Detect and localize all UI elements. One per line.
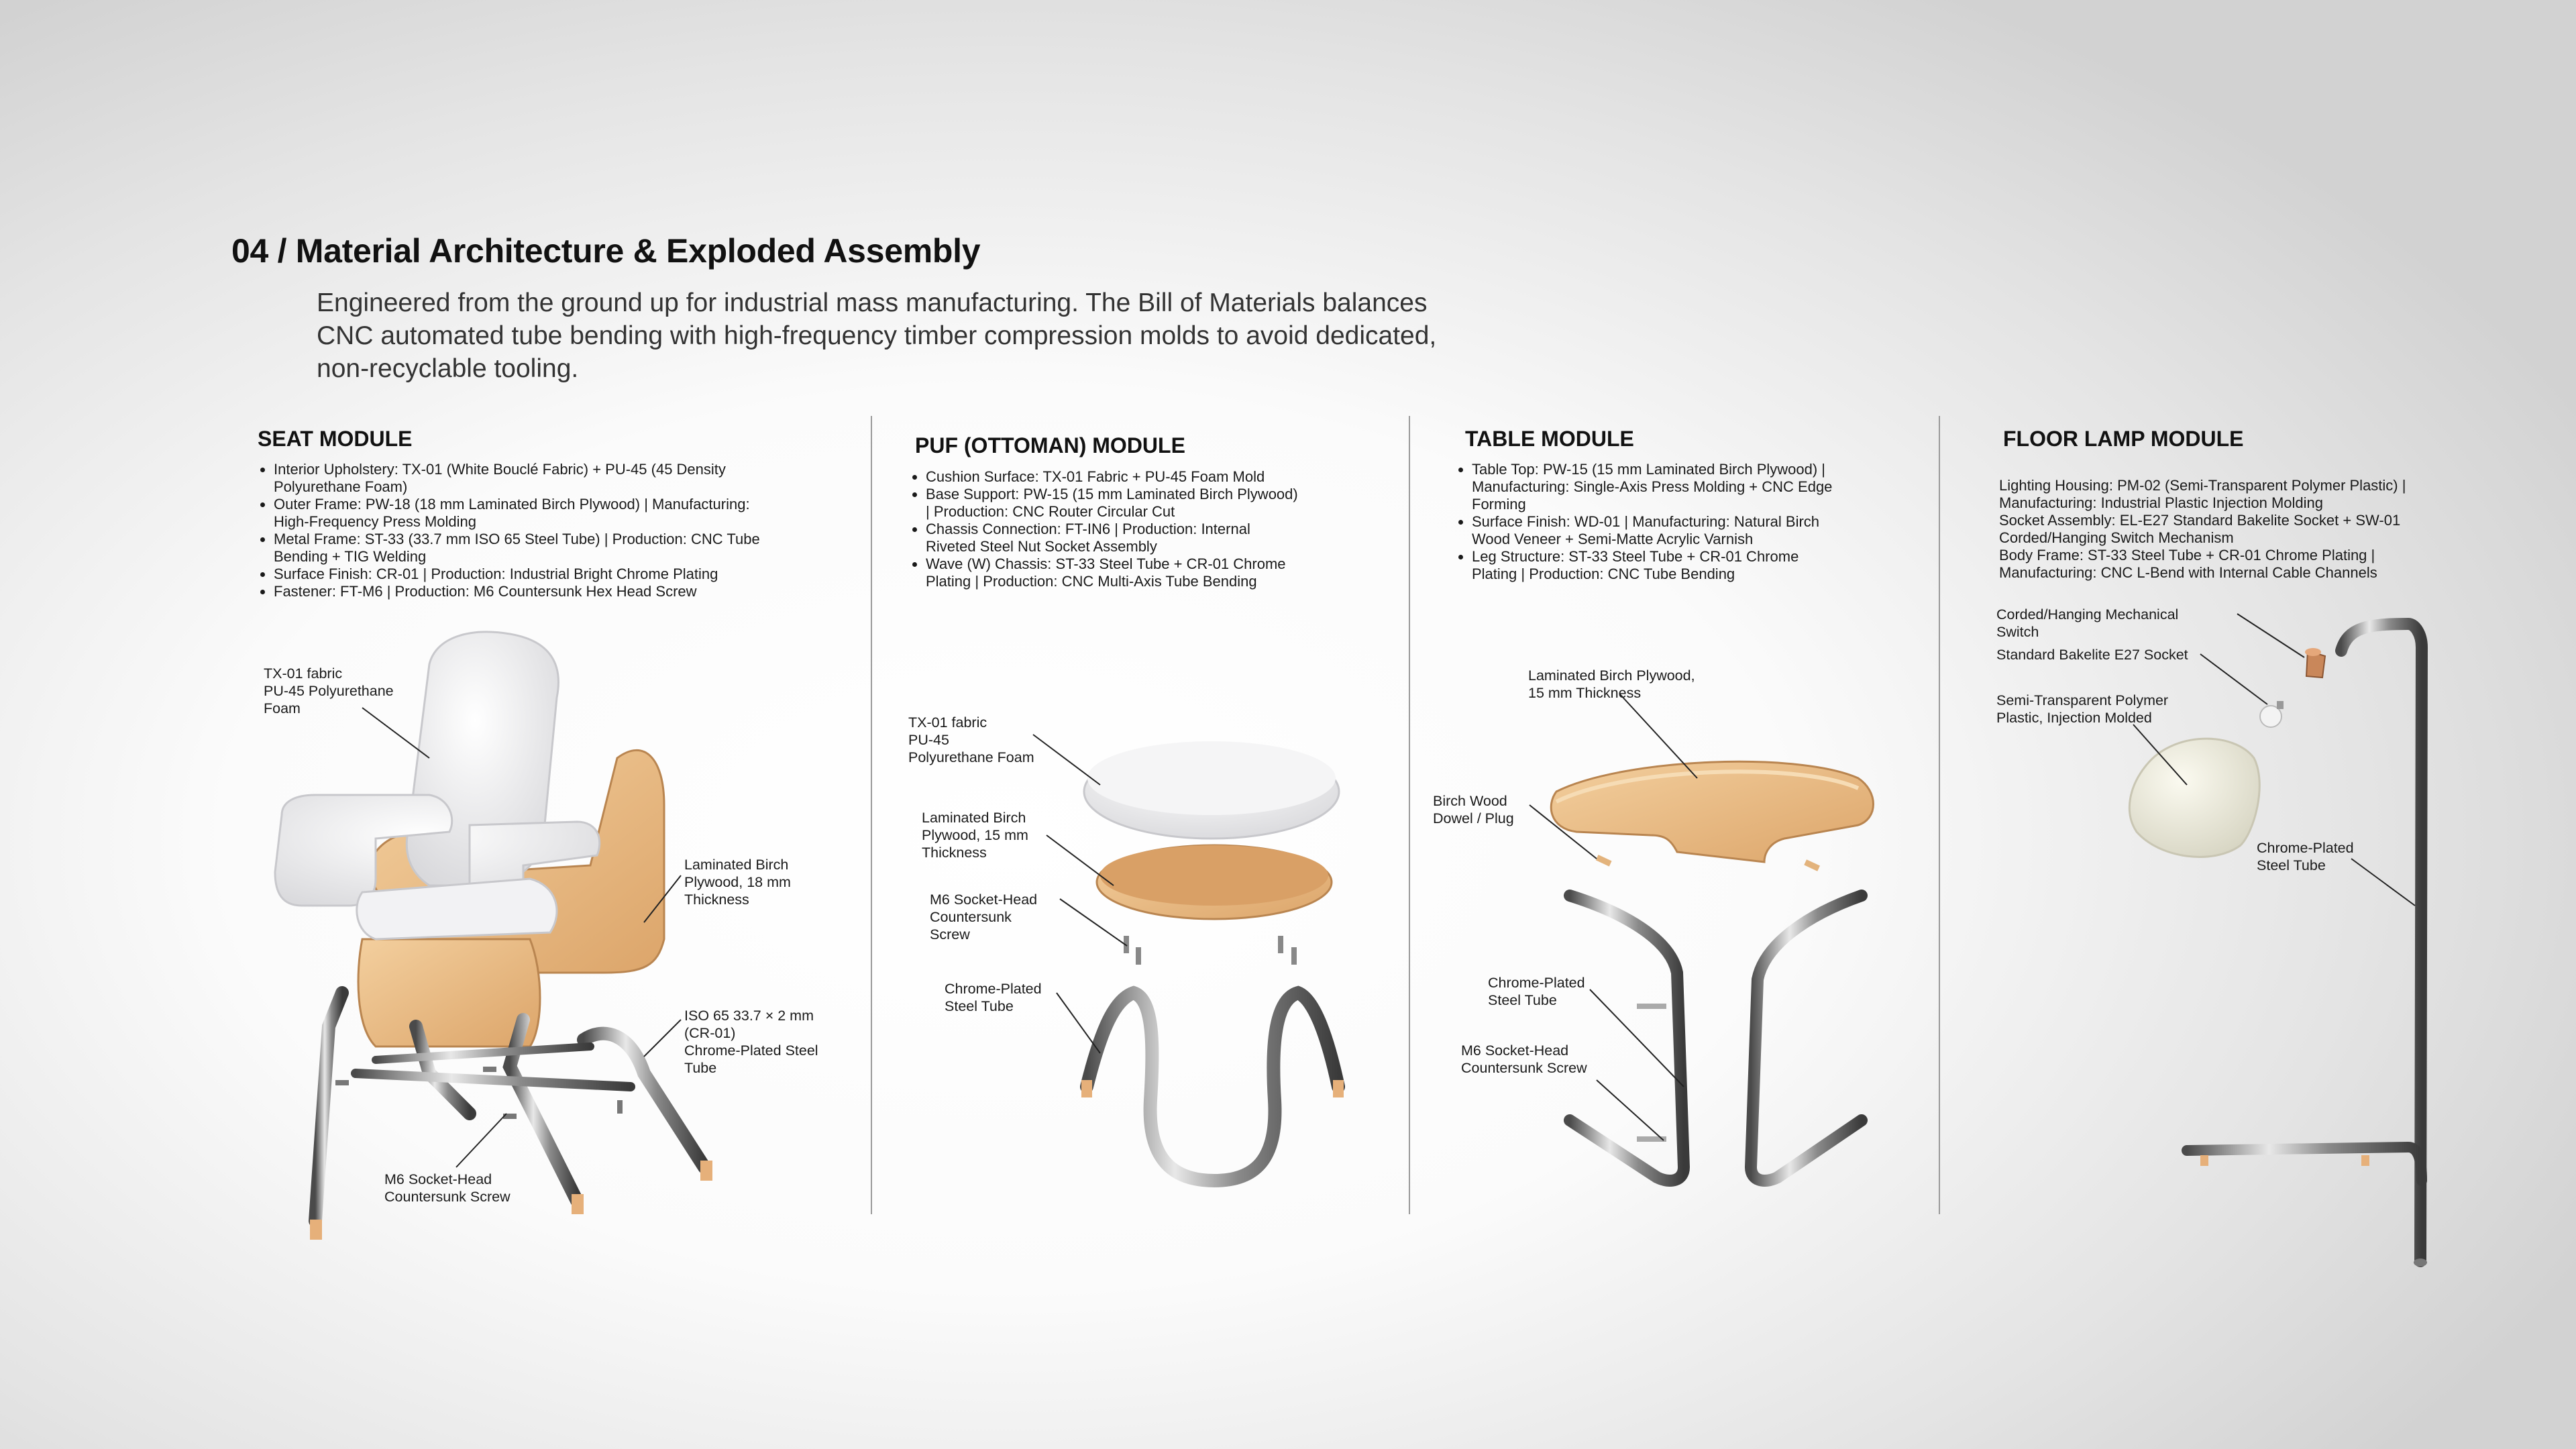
callout-table-dowel: Birch Wood Dowel / Plug xyxy=(1433,793,1514,826)
spec-item: • Leg Structure: ST-33 Steel Tube + CR-01 Chrome Plating | Production: CNC Tube Bending xyxy=(1472,548,1834,583)
puf-module-title: PUF (OTTOMAN) MODULE xyxy=(915,433,1185,458)
spec-item: • Surface Finish: CR-01 | Production: Industrial Bright Chrome Plating xyxy=(274,566,784,583)
table-leg-right xyxy=(1751,896,1862,1181)
seat-tube-cross xyxy=(356,1073,631,1087)
table-illustration xyxy=(1551,761,1873,1181)
seat-tube-left xyxy=(315,993,342,1221)
spec-item: Manufacturing: CNC L-Bend with Internal Cable Channels xyxy=(1999,564,2377,581)
callout-table-plywood: Laminated Birch Plywood, 15 mm Thickness xyxy=(1528,667,1695,701)
spec-item: • Cushion Surface: TX-01 Fabric + PU-45 Foam Mold xyxy=(926,468,1301,486)
callout-table-tube: Chrome-Plated Steel Tube xyxy=(1488,975,1585,1008)
puf-illustration xyxy=(1081,741,1344,1181)
table-leg-left xyxy=(1570,896,1684,1181)
callout-seat-screw: M6 Socket-Head Countersunk Screw xyxy=(384,1171,511,1205)
callout-seat-tube: ISO 65 33.7 × 2 mm (CR-01) Chrome-Plated Steel Tube xyxy=(684,1008,818,1076)
page-title: 04 / Material Architecture & Exploded Assembly xyxy=(231,232,981,270)
table-dowel xyxy=(1804,859,1820,871)
seat-foot xyxy=(310,1220,322,1240)
spec-item: Manufacturing: Industrial Plastic Injection Molding xyxy=(1999,494,2324,511)
seat-tube-cross2 xyxy=(376,1046,590,1060)
callout-seat-plywood: Laminated Birch Plywood, 18 mm Thickness xyxy=(684,857,791,908)
seat-illustration xyxy=(275,632,712,1240)
table-spec-list xyxy=(1457,461,1834,583)
spec-item: • Wave (W) Chassis: ST-33 Steel Tube + CR-01 Chrome Plating | Production: CNC Multi-Axis Tube Bending xyxy=(926,555,1301,590)
spec-item: Corded/Hanging Switch Mechanism xyxy=(1999,529,2234,546)
callout-lamp-tube: Chrome-Plated Steel Tube xyxy=(2257,840,2354,873)
lamp-spec-list xyxy=(1999,477,2406,582)
lamp-shade xyxy=(2129,739,2259,857)
spec-item: • Metal Frame: ST-33 (33.7 mm ISO 65 Steel Tube) | Production: CNC Tube Bending + TIG Welding xyxy=(274,531,784,566)
spec-item: • Outer Frame: PW-18 (18 mm Laminated Birch Plywood) | Manufacturing: High-Frequency Press Molding xyxy=(274,496,784,531)
seat-module-title: SEAT MODULE xyxy=(258,427,413,451)
table-dowel xyxy=(1596,855,1612,866)
lamp-module-title: FLOOR LAMP MODULE xyxy=(2003,427,2244,451)
callout-lamp-shade: Semi-Transparent Polymer Plastic, Injection Molded xyxy=(1996,692,2169,726)
table-module-title: TABLE MODULE xyxy=(1465,427,1634,451)
spec-item: • Surface Finish: WD-01 | Manufacturing: Natural Birch Wood Veneer + Semi-Matte Acrylic Varnish xyxy=(1472,513,1834,548)
spec-item: • Interior Upholstery: TX-01 (White Bouclé Fabric) + PU-45 (45 Density Polyurethane Foam) xyxy=(274,461,784,496)
callout-lamp-socket: Standard Bakelite E27 Socket xyxy=(1996,647,2188,663)
spec-item: Lighting Housing: PM-02 (Semi-Transparent Polymer Plastic) | xyxy=(1999,477,2406,494)
seat-spec-list xyxy=(259,461,784,600)
callout-seat-fabric: TX-01 fabric PU-45 Polyurethane Foam xyxy=(264,665,394,716)
lamp-body-tube xyxy=(2341,624,2422,1261)
seat-plywood-base xyxy=(358,939,540,1046)
callout-table-screw: M6 Socket-Head Countersunk Screw xyxy=(1461,1042,1587,1076)
lamp-base-tube xyxy=(2187,1147,2422,1181)
spec-item: • Fastener: FT-M6 | Production: M6 Countersunk Hex Head Screw xyxy=(274,583,784,600)
spec-item: • Table Top: PW-15 (15 mm Laminated Birch Plywood) | Manufacturing: Single-Axis Press Molding + CNC Edge Forming xyxy=(1472,461,1834,513)
callout-puf-screw: M6 Socket-Head Countersunk Screw xyxy=(930,892,1038,943)
intro-paragraph: Engineered from the ground up for industrial mass manufacturing. The Bill of Materials balances CNC automated tube bending with high-frequency timber compression molds to avoid dedicated, non-recyclable tooling. xyxy=(317,288,1437,383)
spec-item: Body Frame: ST-33 Steel Tube + CR-01 Chrome Plating | xyxy=(1999,547,2375,564)
spec-item: Socket Assembly: EL-E27 Standard Bakelite Socket + SW-01 xyxy=(1999,512,2401,529)
seat-foot xyxy=(572,1194,584,1214)
callout-puf-tube: Chrome-Plated Steel Tube xyxy=(945,981,1042,1014)
callout-puf-fabric: TX-01 fabric PU-45 Polyurethane Foam xyxy=(908,714,1034,765)
spec-item: • Base Support: PW-15 (15 mm Laminated Birch Plywood) | Production: CNC Router Circular Cut xyxy=(926,486,1301,521)
seat-foot xyxy=(700,1161,712,1181)
puf-spec-list xyxy=(911,468,1301,590)
spec-item: • Chassis Connection: FT-IN6 | Production: Internal Riveted Steel Nut Socket Assembly xyxy=(926,521,1301,555)
callout-puf-plywood: Laminated Birch Plywood, 15 mm Thickness xyxy=(922,810,1028,861)
puf-wave-chassis xyxy=(1087,993,1338,1181)
lamp-illustration xyxy=(2129,624,2427,1267)
callout-lamp-switch: Corded/Hanging Mechanical Switch xyxy=(1996,606,2179,640)
